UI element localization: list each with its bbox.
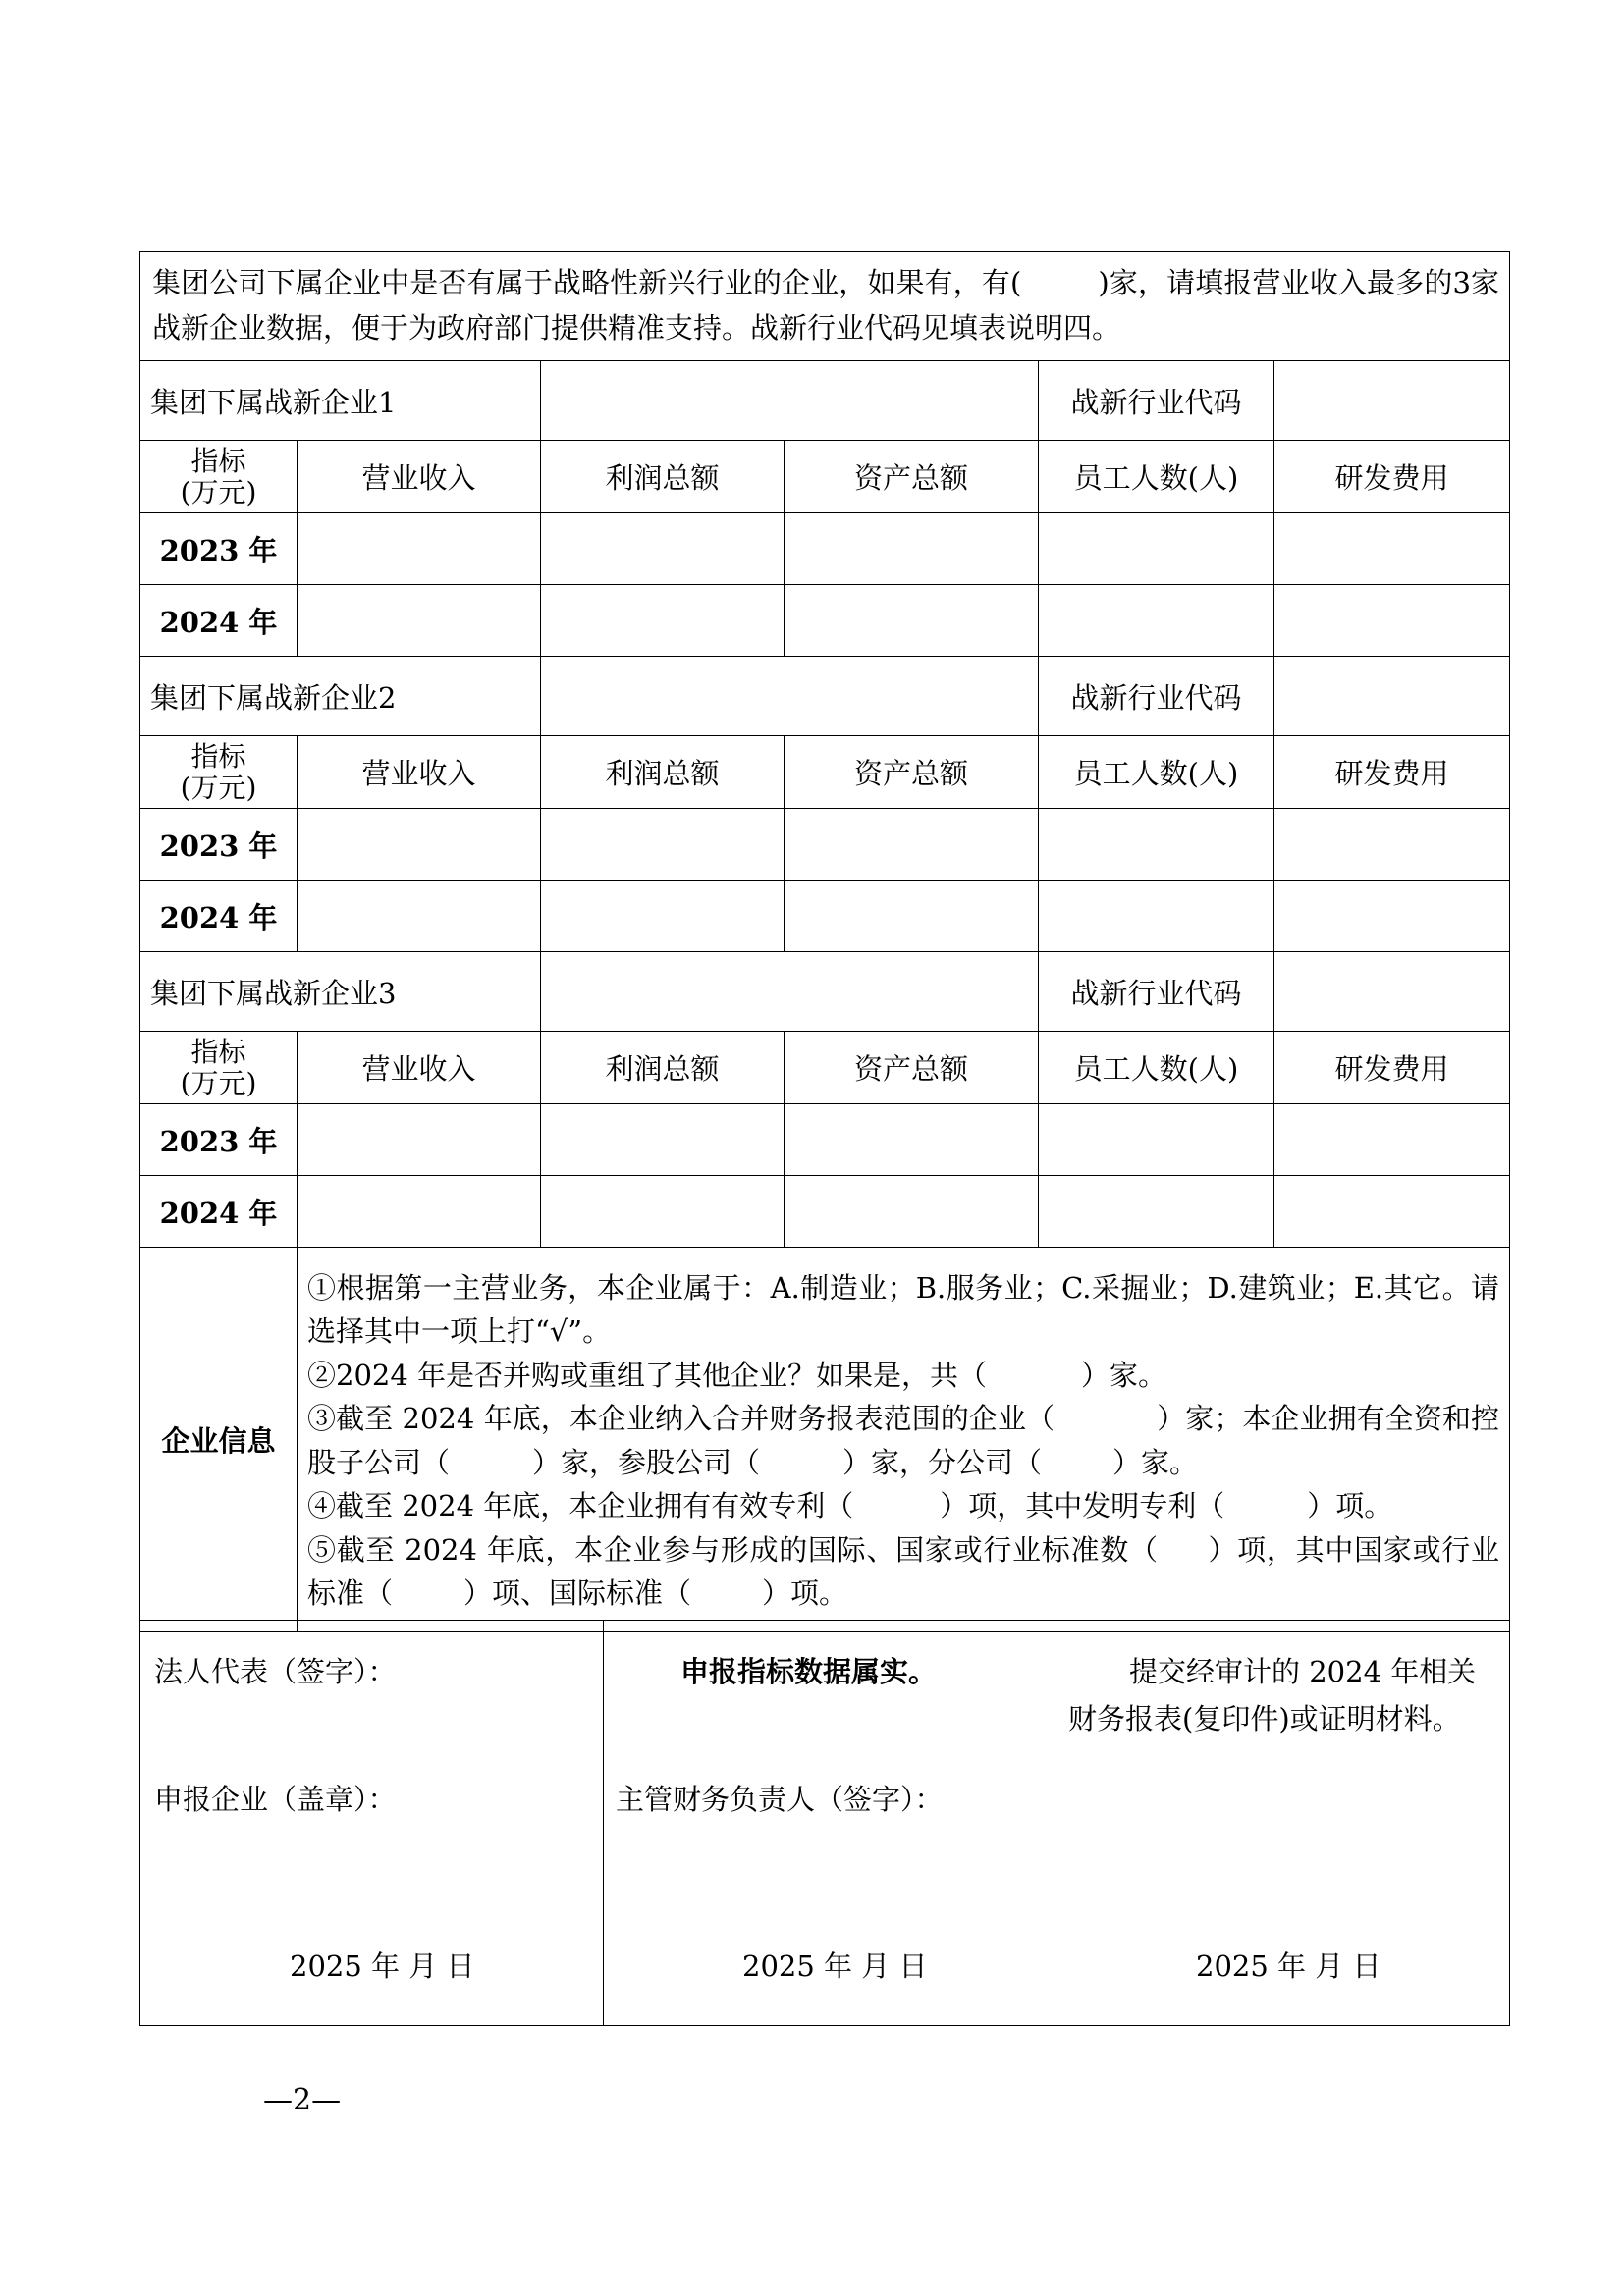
data-entry-cell[interactable] [1274,809,1510,881]
legal-rep-label: 法人代表（签字）： [154,1655,397,1688]
data-entry-cell[interactable] [1039,809,1274,881]
industry-code-input[interactable] [1274,657,1510,736]
signature-table [139,1620,1510,2026]
indicator-label-line1: 指标 [190,739,246,773]
sign-date-3: 2025 年 月 日 [1196,1949,1381,1983]
data-entry-cell[interactable] [1274,1104,1510,1176]
column-header: 利润总额 [541,736,785,809]
industry-code-label: 战新行业代码 [1039,952,1274,1032]
legal-rep-cell[interactable] [140,1621,604,2026]
column-header: 员工人数(人) [1039,1032,1274,1104]
intro-text-2: )家，请填报营业收入最多的3家战新企业数据，便于为政府部门提供精准支持。战新行业代码见填表说明四。 [152,266,1500,345]
indicator-unit-label: (万元) [180,771,257,804]
info-item-5: ⑤截至 2024 年底，本企业参与形成的国际、国家或行业标准数（ ）项，其中国家或行业标准（ ）项、国际标准（ ）项。 [307,1532,1500,1610]
enterprise-info-label: 企业信息 [140,1248,298,1632]
data-entry-cell[interactable] [1274,585,1510,657]
indicator-label [140,736,298,809]
submit-note-line2: 财务报表(复印件)或证明材料。 [1068,1702,1461,1735]
data-entry-cell[interactable] [1039,881,1274,952]
subsidiary-name-input[interactable] [541,952,1039,1032]
year-label: 2024 年 [140,881,298,952]
sign-date-1: 2025 年 月 日 [290,1949,475,1983]
data-entry-cell[interactable] [298,513,541,585]
industry-code-label: 战新行业代码 [1039,657,1274,736]
year-label: 2023 年 [140,809,298,881]
info-item-3: ③截至 2024 年底，本企业纳入合并财务报表范围的企业（ ）家；本企业拥有全资和控股子公司（ ）家，参股公司（ ）家，分公司（ ）家。 [307,1402,1500,1479]
data-entry-cell[interactable] [1039,1104,1274,1176]
industry-code-label: 战新行业代码 [1039,361,1274,441]
data-entry-cell[interactable] [1039,585,1274,657]
data-entry-cell[interactable] [1039,513,1274,585]
indicator-unit-label: (万元) [180,1066,257,1099]
data-entry-cell[interactable] [298,809,541,881]
data-entry-cell[interactable] [785,585,1039,657]
applicant-seal-label: 申报企业（盖章）： [154,1783,397,1816]
application-form-table [139,251,1510,1632]
sign-date-2: 2025 年 月 日 [742,1949,928,1983]
industry-code-input[interactable] [1274,361,1510,441]
data-entry-cell[interactable] [1274,881,1510,952]
data-entry-cell[interactable] [541,513,785,585]
column-header: 资产总额 [785,736,1039,809]
data-entry-cell[interactable] [298,1176,541,1248]
column-header: 员工人数(人) [1039,736,1274,809]
data-entry-cell[interactable] [785,513,1039,585]
column-header: 营业收入 [298,1032,541,1104]
year-label: 2024 年 [140,1176,298,1248]
indicator-label-line1: 指标 [190,1035,246,1068]
data-entry-cell[interactable] [541,881,785,952]
subsidiary-name-label: 集团下属战新企业3 [140,952,541,1032]
subsidiary-name-input[interactable] [541,657,1039,736]
declaration-text: 申报指标数据属实。 [680,1655,938,1688]
data-entry-cell[interactable] [785,881,1039,952]
data-entry-cell[interactable] [541,809,785,881]
finance-head-label: 主管财务负责人（签字）： [616,1783,944,1816]
finance-cell[interactable] [604,1621,1056,2026]
column-header: 资产总额 [785,441,1039,513]
industry-code-input[interactable] [1274,952,1510,1032]
info-item-4: ④截至 2024 年底，本企业拥有有效专利（ ）项，其中发明专利（ ）项。 [307,1489,1393,1522]
subsidiary-name-label: 集团下属战新企业2 [140,657,541,736]
data-entry-cell[interactable] [785,1176,1039,1248]
year-label: 2023 年 [140,513,298,585]
data-entry-cell[interactable] [298,1104,541,1176]
subsidiary-name-label: 集团下属战新企业1 [140,361,541,441]
intro-instructions [140,252,1510,361]
data-entry-cell[interactable] [541,585,785,657]
submit-note-line1: 提交经审计的 2024 年相关 [1129,1655,1477,1688]
intro-text-1: 集团公司下属企业中是否有属于战略性新兴行业的企业，如果有，有( [152,266,1022,299]
column-header: 营业收入 [298,441,541,513]
data-entry-cell[interactable] [1274,513,1510,585]
indicator-label [140,441,298,513]
column-header: 利润总额 [541,1032,785,1104]
submit-note-cell [1056,1621,1510,2026]
data-entry-cell[interactable] [541,1104,785,1176]
data-entry-cell[interactable] [785,809,1039,881]
subsidiary-name-input[interactable] [541,361,1039,441]
data-entry-cell[interactable] [298,881,541,952]
column-header: 利润总额 [541,441,785,513]
column-header: 营业收入 [298,736,541,809]
info-item-1: ①根据第一主营业务，本企业属于：A.制造业；B.服务业；C.采掘业；D.建筑业；E.其它。请选择其中一项上打“√”。 [307,1270,1500,1348]
indicator-unit-label: (万元) [180,475,257,508]
data-entry-cell[interactable] [785,1104,1039,1176]
column-header: 研发费用 [1274,1032,1510,1104]
data-entry-cell[interactable] [1274,1176,1510,1248]
data-entry-cell[interactable] [298,585,541,657]
data-entry-cell[interactable] [541,1176,785,1248]
info-item-2: ②2024 年是否并购或重组了其他企业？如果是，共（ ）家。 [307,1358,1167,1392]
column-header: 研发费用 [1274,441,1510,513]
data-entry-cell[interactable] [1039,1176,1274,1248]
indicator-label [140,1032,298,1104]
page-number: —2— [263,2083,342,2117]
column-header: 员工人数(人) [1039,441,1274,513]
year-label: 2023 年 [140,1104,298,1176]
indicator-label-line1: 指标 [190,444,246,477]
column-header: 资产总额 [785,1032,1039,1104]
column-header: 研发费用 [1274,736,1510,809]
enterprise-info-body [298,1248,1510,1632]
year-label: 2024 年 [140,585,298,657]
